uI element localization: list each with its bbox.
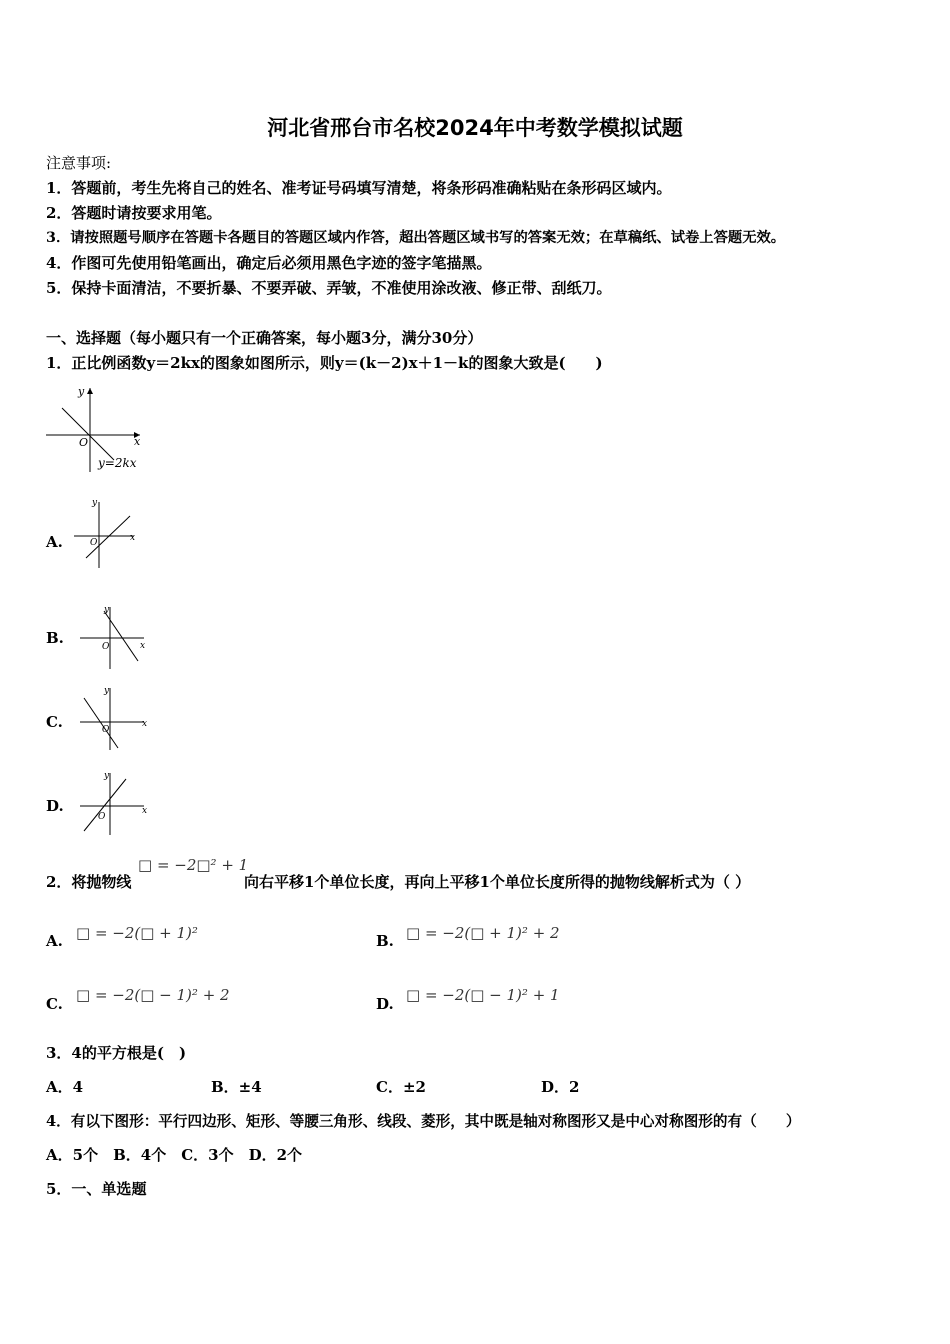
question-2-suffix: 向右平移1个单位长度，再向上平移1个单位长度所得的抛物线解析式为（ ）	[244, 873, 751, 891]
q1-d-x-label: x	[142, 806, 148, 816]
q4-options: A．5个 B．4个 C．3个 D．2个	[46, 1146, 303, 1164]
q1-option-c[interactable]: C.	[46, 713, 63, 731]
question-5-text: 5．一、单选题	[46, 1180, 147, 1198]
q1-main-graph	[44, 384, 144, 476]
q1-option-b-graph	[78, 603, 150, 671]
q1-b-origin: O	[102, 642, 110, 652]
q1-option-a-graph	[72, 496, 142, 571]
notice-item-4: 4．作图可先使用铅笔画出，确定后必须用黑色字迹的签字笔描黑。	[46, 254, 492, 272]
q2-option-a-formula: □ = −2(□ + 1)²	[76, 924, 198, 942]
question-2-formula: □ = −2□² + 1	[138, 856, 249, 874]
page-title: 河北省邢台市名校2024年中考数学模拟试题	[267, 116, 683, 140]
q2-option-b-formula: □ = −2(□ + 1)² + 2	[406, 924, 560, 942]
q1-a-y-label: y	[92, 498, 98, 508]
q3-option-b[interactable]: B．±4	[211, 1078, 262, 1096]
q3-option-d[interactable]: D．2	[541, 1078, 580, 1096]
question-4-text: 4．有以下图形：平行四边形、矩形、等腰三角形、线段、菱形，其中既是轴对称图形又是中心对称图形的有（ ）	[46, 1113, 801, 1130]
q1-b-y-label: y	[104, 605, 110, 615]
q1-c-origin: O	[102, 725, 110, 735]
q1-option-d[interactable]: D.	[46, 797, 64, 815]
notice-item-5: 5．保持卡面清洁，不要折暴、不要弄破、弄皱，不准使用涂改液、修正带、刮纸刀。	[46, 279, 612, 297]
q1-main-y-label: y	[78, 385, 85, 398]
question-3-text: 3．4的平方根是( )	[46, 1044, 187, 1062]
q2-option-c[interactable]: C.	[46, 995, 63, 1013]
notice-item-1: 1．答题前，考生先将自己的姓名、准考证号码填写清楚，将条形码准确粘贴在条形码区域内。	[46, 179, 672, 197]
q2-option-c-formula: □ = −2(□ − 1)² + 2	[76, 986, 230, 1004]
q1-option-a[interactable]: A.	[46, 533, 63, 551]
question-1-text: 1．正比例函数y＝2kx的图象如图所示，则y＝(k－2)x＋1－k的图象大致是( )	[46, 354, 603, 372]
notice-heading: 注意事项:	[46, 154, 112, 172]
q1-c-x-label: x	[142, 719, 148, 729]
q1-main-line-label: y=2kx	[98, 456, 137, 470]
q2-option-a[interactable]: A.	[46, 932, 63, 950]
question-2-prefix: 2．将抛物线	[46, 873, 132, 891]
q2-option-b[interactable]: B.	[376, 932, 394, 950]
q1-option-d-graph	[78, 769, 150, 837]
q1-b-x-label: x	[140, 641, 146, 651]
q1-d-y-label: y	[104, 771, 110, 781]
section-heading: 一、选择题（每小题只有一个正确答案，每小题3分，满分30分）	[46, 329, 483, 347]
q2-option-d[interactable]: D.	[376, 995, 394, 1013]
q2-option-d-formula: □ = −2(□ − 1)² + 1	[406, 986, 560, 1004]
notice-item-3: 3．请按照题号顺序在答题卡各题目的答题区域内作答，超出答题区域书写的答案无效；在草稿纸、试卷上答题无效。	[46, 230, 786, 246]
q3-option-a[interactable]: A．4	[46, 1078, 84, 1096]
notice-item-2: 2．答题时请按要求用笔。	[46, 204, 222, 222]
q1-option-c-graph	[78, 684, 150, 752]
q1-d-origin: O	[98, 812, 106, 822]
q1-a-origin: O	[90, 538, 98, 548]
q1-a-x-label: x	[130, 533, 136, 543]
q1-main-origin: O	[79, 436, 89, 449]
q1-main-x-label: x	[134, 435, 141, 448]
q1-option-b[interactable]: B.	[46, 629, 64, 647]
q1-c-y-label: y	[104, 686, 110, 696]
q3-option-c[interactable]: C．±2	[376, 1078, 426, 1096]
